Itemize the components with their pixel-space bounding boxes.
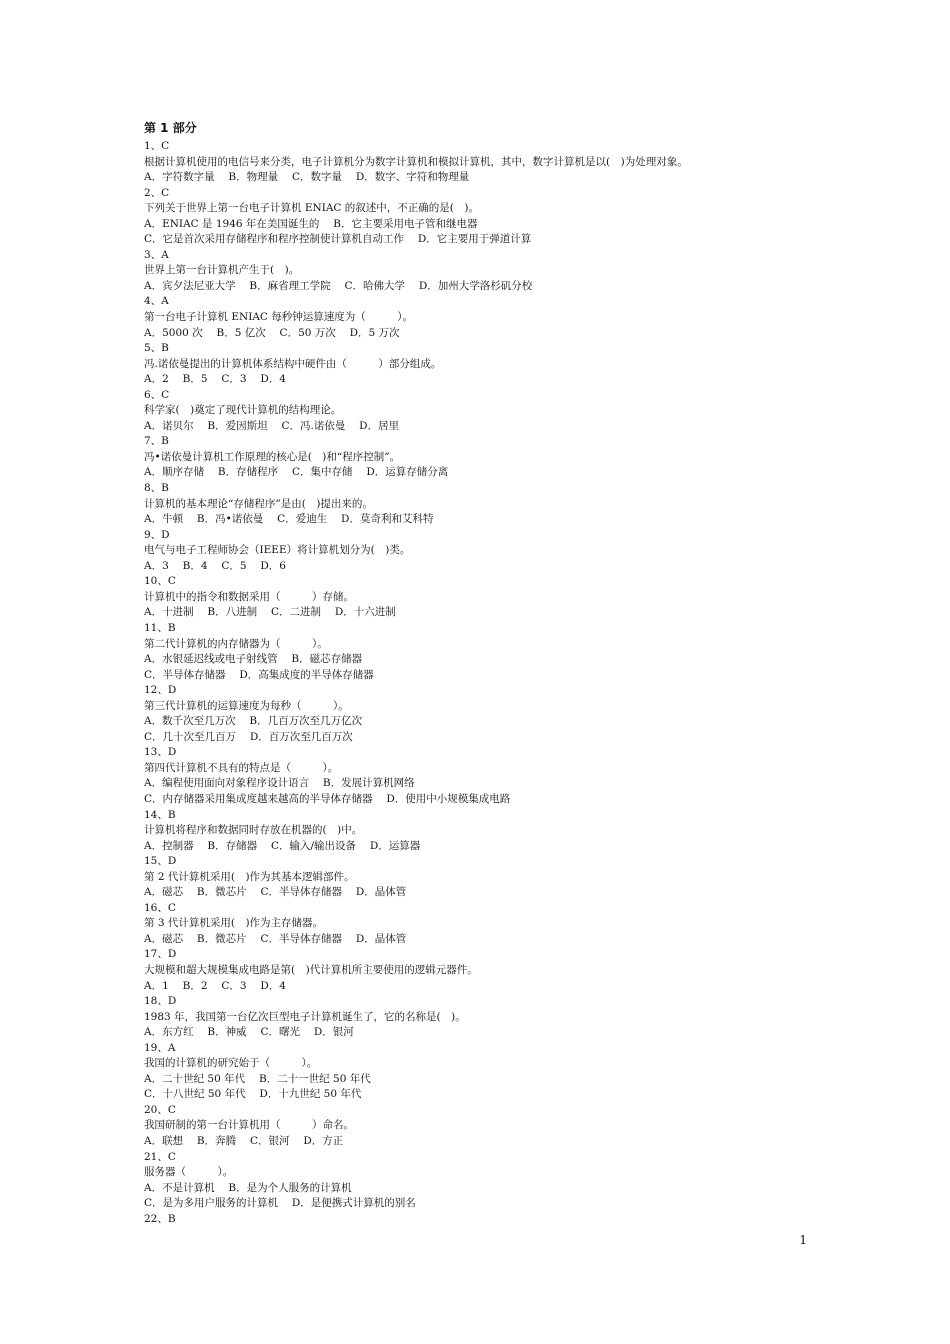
text-line: 21、C: [144, 1150, 176, 1163]
text-line: 1983 年，我国第一台亿次巨型电子计算机诞生了，它的名称是( )。: [144, 1010, 466, 1023]
text-line: 7、B: [144, 435, 169, 448]
text-line: 第一台电子计算机 ENIAC 每秒钟运算速度为（ ）。: [144, 311, 414, 324]
text-line: A．1 B．2 C．3 D．4: [144, 979, 286, 992]
text-line: 第 3 代计算机采用( )作为主存储器。: [144, 917, 324, 930]
question-list: [144, 139, 844, 1227]
text-line: A．牛顿 B．冯•诺依曼 C．爱迪生 D．莫奇利和艾科特: [144, 513, 434, 526]
text-line: 第 2 代计算机采用( )作为其基本逻辑部件。: [144, 870, 355, 883]
text-line: 5、B: [144, 342, 169, 355]
text-line: 11、B: [144, 621, 176, 634]
text-line: C．内存储器采用集成度越来越高的半导体存储器 D．使用中小规模集成电路: [144, 792, 511, 805]
text-line: 15、D: [144, 855, 177, 868]
text-line: A．3 B．4 C．5 D．6: [144, 559, 286, 572]
text-line: 大规模和超大规模集成电路是第( )代计算机所主要使用的逻辑元器件。: [144, 963, 478, 976]
text-line: A．东方红 B．神威 C．曙光 D．银河: [144, 1026, 354, 1039]
text-line: C．几十次至几百万 D．百万次至几百万次: [144, 730, 353, 743]
text-line: 根据计算机使用的电信号来分类，电子计算机分为数字计算机和模拟计算机，其中，数字计算机是以( )为处理对象。: [144, 155, 688, 168]
text-line: A．ENIAC 是 1946 年在美国诞生的 B．它主要采用电子管和继电器: [144, 217, 478, 230]
text-line: 3、A: [144, 248, 169, 261]
text-line: A．诺贝尔 B．爱因斯坦 C．冯.诺依曼 D．居里: [144, 419, 400, 432]
text-line: 14、B: [144, 808, 176, 821]
text-line: 计算机中的指令和数据采用（ ）存储。: [144, 590, 354, 603]
text-line: C．十八世纪 50 年代 D．十九世纪 50 年代: [144, 1088, 362, 1101]
text-line: 8、B: [144, 482, 169, 495]
text-line: A．控制器 B．存储器 C．输入/输出设备 D．运算器: [144, 839, 421, 852]
text-line: 20、C: [144, 1103, 176, 1116]
text-line: 10、C: [144, 575, 176, 588]
text-line: A．2 B．5 C．3 D．4: [144, 373, 286, 386]
text-line: A．顺序存储 B．存储程序 C．集中存储 D．运算存储分离: [144, 466, 449, 479]
text-line: 19、A: [144, 1041, 176, 1054]
text-line: 我国的计算机的研究始于（ ）。: [144, 1057, 318, 1070]
text-line: C．它是首次采用存储程序和程序控制使计算机自动工作 D．它主要用于弹道计算: [144, 233, 532, 246]
text-line: A．磁芯 B．微芯片 C．半导体存储器 D．晶体管: [144, 932, 407, 945]
text-line: A．二十世纪 50 年代 B．二十一世纪 50 年代: [144, 1072, 371, 1085]
text-line: A．5000 次 B．5 亿次 C．50 万次 D．5 万次: [144, 326, 400, 339]
text-line: 17、D: [144, 948, 177, 961]
text-line: 2、C: [144, 186, 170, 199]
text-line: 科学家( )奠定了现代计算机的结构理论。: [144, 404, 342, 417]
text-line: 冯•诺依曼计算机工作原理的核心是( )和“程序控制”。: [144, 450, 401, 463]
text-line: A．字符数字量 B．物理量 C．数字量 D．数字、字符和物理量: [144, 171, 470, 184]
text-line: 世界上第一台计算机产生于( )。: [144, 264, 300, 277]
text-line: 第二代计算机的内存储器为（ ）。: [144, 637, 328, 650]
text-line: A．数千次至几万次 B．几百万次至几万亿次: [144, 715, 363, 728]
section-title: 第 1 部分: [144, 121, 197, 135]
text-line: 下列关于世界上第一台电子计算机 ENIAC 的叙述中，不正确的是( )。: [144, 202, 479, 215]
text-line: 9、D: [144, 528, 170, 541]
text-line: 冯.诺依曼提出的计算机体系结构中硬件由（ ）部分组成。: [144, 357, 442, 370]
text-line: 计算机的基本理论“存储程序”是由( )提出来的。: [144, 497, 373, 510]
text-line: A．联想 B．奔腾 C．银河 D．方正: [144, 1135, 344, 1147]
text-line: 第三代计算机的运算速度为每秒（ ）。: [144, 699, 349, 712]
text-line: 1、C: [144, 140, 170, 152]
text-line: 服务器（ ）。: [144, 1166, 234, 1179]
text-line: A．宾夕法尼亚大学 B．麻省理工学院 C．哈佛大学 D．加州大学洛杉矶分校: [144, 279, 533, 292]
text-line: 22、B: [144, 1212, 176, 1225]
text-line: A．十进制 B．八进制 C．二进制 D．十六进制: [144, 606, 396, 619]
text-line: C．半导体存储器 D．高集成度的半导体存储器: [144, 668, 374, 681]
text-line: 第四代计算机不具有的特点是（ ）。: [144, 761, 339, 774]
text-line: A．磁芯 B．微芯片 C．半导体存储器 D．晶体管: [144, 886, 407, 899]
text-line: A．编程使用面向对象程序设计语言 B．发展计算机网络: [144, 777, 415, 790]
text-line: 13、D: [144, 746, 177, 759]
text-line: 4、A: [144, 295, 169, 308]
text-line: A．不是计算机 B．是为个人服务的计算机: [144, 1181, 352, 1194]
text-line: 12、D: [144, 684, 177, 697]
text-line: C．是为多用户服务的计算机 D．是便携式计算机的别名: [144, 1197, 416, 1210]
text-line: 18、D: [144, 995, 177, 1008]
text-line: 电气与电子工程师协会（IEEE）将计算机划分为( )类。: [144, 544, 411, 557]
document-body: [144, 119, 844, 1227]
text-line: 我国研制的第一台计算机用（ ）命名。: [144, 1119, 354, 1132]
text-line: 6、C: [144, 388, 170, 401]
page-number: 1: [799, 1233, 807, 1247]
text-line: 16、C: [144, 901, 176, 914]
text-line: A．水银延迟线或电子射线管 B．磁芯存储器: [144, 653, 363, 666]
text-line: 计算机将程序和数据同时存放在机器的( )中。: [144, 824, 363, 837]
